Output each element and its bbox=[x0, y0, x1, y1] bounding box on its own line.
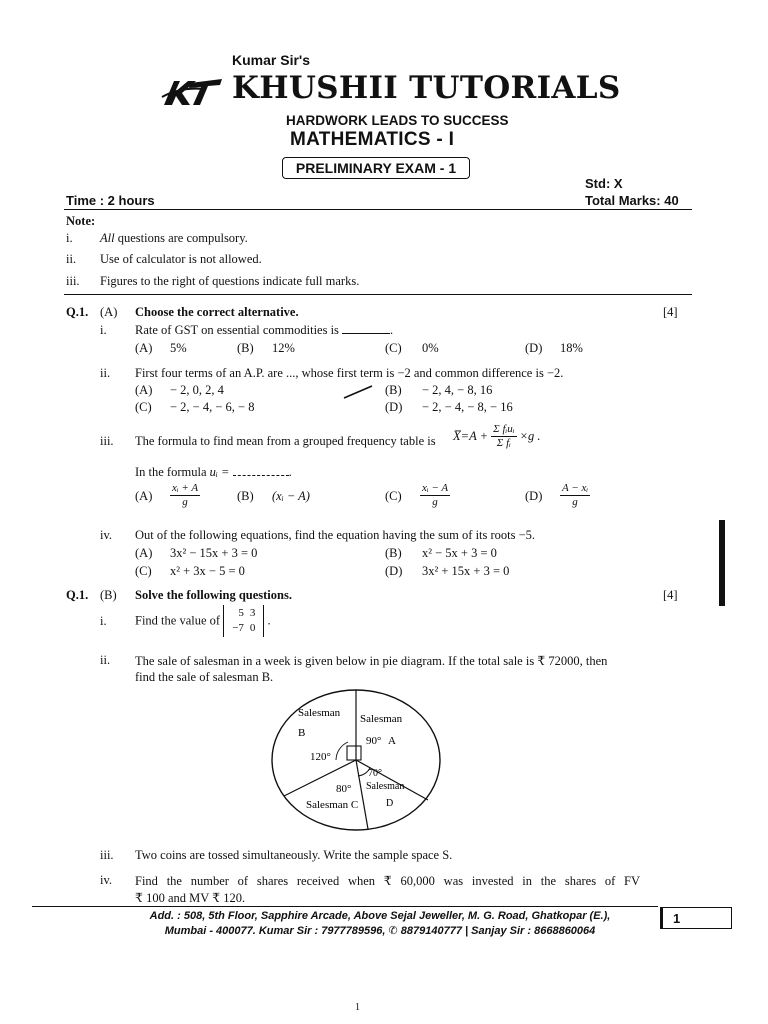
section-heading: Choose the correct alternative. bbox=[135, 305, 299, 319]
option-label: (C) bbox=[135, 564, 152, 578]
question-part: (B) bbox=[100, 588, 117, 602]
option-fraction: $\frac{\text{xᵢ + A}}{g}$ bbox=[172, 482, 199, 508]
answer-blank bbox=[233, 475, 289, 476]
question-number: Q.1. bbox=[66, 588, 89, 602]
header-divider bbox=[64, 209, 692, 210]
margin-bar bbox=[719, 520, 725, 606]
pie-label: D bbox=[386, 798, 394, 809]
pie-angle: 80° bbox=[336, 783, 352, 795]
option-value: 18% bbox=[560, 341, 583, 355]
tagline: HARDWORK LEADS TO SUCCESS bbox=[286, 113, 509, 128]
pie-diagram bbox=[268, 688, 444, 834]
option-value: x² − 5x + 3 = 0 bbox=[422, 546, 497, 560]
option-label: (D) bbox=[385, 564, 403, 578]
sub-question-number: iv. bbox=[100, 528, 113, 542]
option-label: (B) bbox=[385, 383, 402, 397]
pie-label: Salesman C bbox=[306, 799, 359, 811]
tutor-name: Kumar Sir's bbox=[232, 52, 311, 68]
pie-label: A bbox=[388, 735, 396, 747]
option-label: (A) bbox=[135, 489, 153, 503]
note-num: i. bbox=[66, 231, 73, 245]
total-marks-label: Total Marks: 40 bbox=[585, 193, 679, 208]
page-number-box: 1 bbox=[660, 907, 732, 929]
option-label: (D) bbox=[385, 400, 403, 414]
sub-question-number: ii. bbox=[100, 366, 111, 380]
option-label: (C) bbox=[385, 341, 402, 355]
option-label: (D) bbox=[525, 341, 543, 355]
question-part: (A) bbox=[100, 305, 118, 319]
pie-angle: 120° bbox=[310, 751, 331, 763]
sub-question-text: Out of the following equations, find the equation having the sum of its roots −5. bbox=[135, 528, 536, 542]
right-angle-mark bbox=[347, 746, 361, 760]
option-value: − 2, − 4, − 8, − 16 bbox=[422, 400, 513, 414]
note-num: ii. bbox=[66, 252, 77, 266]
note-italic: All bbox=[100, 231, 115, 245]
sub-question-number: i. bbox=[100, 614, 107, 628]
sub-question-number: i. bbox=[100, 323, 107, 337]
question-number: Q.1. bbox=[66, 305, 89, 319]
option-value: − 2, 0, 2, 4 bbox=[170, 383, 224, 397]
option-label: (A) bbox=[135, 546, 153, 560]
option-label: (C) bbox=[385, 489, 402, 503]
sub-question-text: Rate of GST on essential commodities is . bbox=[135, 323, 394, 337]
option-label: (C) bbox=[135, 400, 152, 414]
option-label: (A) bbox=[135, 341, 153, 355]
option-label: (D) bbox=[525, 489, 543, 503]
answer-blank bbox=[342, 333, 390, 334]
pie-angle: 90° bbox=[366, 735, 382, 747]
option-value: (xᵢ − A) bbox=[272, 489, 310, 503]
note-text: questions are compulsory. bbox=[114, 231, 248, 245]
footer-divider bbox=[32, 906, 658, 907]
option-value: 3x² + 15x + 3 = 0 bbox=[422, 564, 510, 578]
std-label: Std: X bbox=[585, 176, 623, 191]
pie-label: Salesman bbox=[360, 713, 403, 725]
sub-question-number: iii. bbox=[100, 434, 114, 448]
option-label: (A) bbox=[135, 383, 153, 397]
option-value: x² + 3x − 5 = 0 bbox=[170, 564, 245, 578]
sub-question-text: find the sale of salesman B. bbox=[135, 670, 274, 684]
section-heading: Solve the following questions. bbox=[135, 588, 292, 602]
note-text: Figures to the right of questions indicate full marks. bbox=[100, 274, 360, 288]
option-value: 12% bbox=[272, 341, 295, 355]
brand-title: KHUSHII TUTORIALS bbox=[232, 70, 621, 106]
option-fraction: $\frac{\text{A − xᵢ}}{g}$ bbox=[562, 482, 589, 508]
sub-question-number: iii. bbox=[100, 848, 114, 862]
section-marks: [4] bbox=[663, 588, 678, 602]
pie-label: Salesman bbox=[298, 707, 341, 719]
kt-logo-icon bbox=[160, 75, 226, 109]
mean-formula: X̅=A + $\frac{\text{Σ fᵢuᵢ}}{\text{Σ fᵢ}}$ ×g . bbox=[453, 423, 541, 449]
sub-question-number: ii. bbox=[100, 653, 111, 667]
option-value: 5% bbox=[170, 341, 187, 355]
subject-title: MATHEMATICS - I bbox=[290, 129, 455, 150]
sub-question-number: iv. bbox=[100, 873, 113, 887]
sub-question-text: The formula to find mean from a grouped frequency table is bbox=[135, 434, 436, 448]
angle-arc bbox=[336, 742, 348, 760]
note-num: iii. bbox=[66, 274, 80, 288]
time-label: Time : 2 hours bbox=[66, 193, 155, 208]
pen-stroke-mark bbox=[342, 384, 374, 400]
pie-angle: 70° bbox=[368, 768, 382, 779]
option-fraction: $\frac{\text{xᵢ − A}}{g}$ bbox=[422, 482, 449, 508]
option-value: − 2, 4, − 8, 16 bbox=[422, 383, 493, 397]
option-value: 3x² − 15x + 3 = 0 bbox=[170, 546, 258, 560]
section-marks: [4] bbox=[663, 305, 678, 319]
sub-question-text: Find the value of 5 3 −7 0 . bbox=[135, 605, 271, 637]
notes-divider bbox=[64, 294, 692, 295]
sub-question-text: Two coins are tossed simultaneously. Write the sample space S. bbox=[135, 848, 453, 862]
option-value: − 2, − 4, − 6, − 8 bbox=[170, 400, 255, 414]
option-label: (B) bbox=[237, 489, 254, 503]
note-text: Use of calculator is not allowed. bbox=[100, 252, 262, 266]
determinant: 5 3 −7 0 bbox=[223, 605, 264, 637]
pie-label: Salesman bbox=[366, 781, 405, 792]
sub-question-text: First four terms of an A.P. are ..., whose first term is −2 and common difference is −2. bbox=[135, 366, 564, 380]
sub-question-text: ₹ 100 and MV ₹ 120. bbox=[135, 891, 246, 905]
pie-divider bbox=[356, 760, 428, 800]
note-item bbox=[100, 231, 248, 246]
sub-question-text: The sale of salesman in a week is given below in pie diagram. If the total sale is ₹ 72000, then bbox=[135, 654, 608, 668]
footer-address: Add. : 508, 5th Floor, Sapphire Arcade, Above Sejal Jeweller, M. G. Road, Ghatkopar (E.), Mumbai - 400077. Kumar Sir : 7977789596, ✆ 8879140777 | Sanjay Sir : 8668860064 bbox=[149, 910, 611, 937]
option-label: (B) bbox=[385, 546, 402, 560]
bottom-page-number: 1 bbox=[355, 1002, 360, 1013]
option-label: (B) bbox=[237, 341, 254, 355]
sub-question-text: Find the number of shares received when ₹ 60,000 was invested in the shares of FV bbox=[135, 874, 640, 888]
sub-question-text: In the formula uᵢ = . bbox=[135, 465, 292, 479]
option-value: 0% bbox=[422, 341, 439, 355]
pie-label: B bbox=[298, 727, 306, 739]
note-title: Note: bbox=[66, 214, 96, 228]
exam-title-box: PRELIMINARY EXAM - 1 bbox=[282, 157, 470, 179]
pie-divider bbox=[356, 760, 368, 829]
